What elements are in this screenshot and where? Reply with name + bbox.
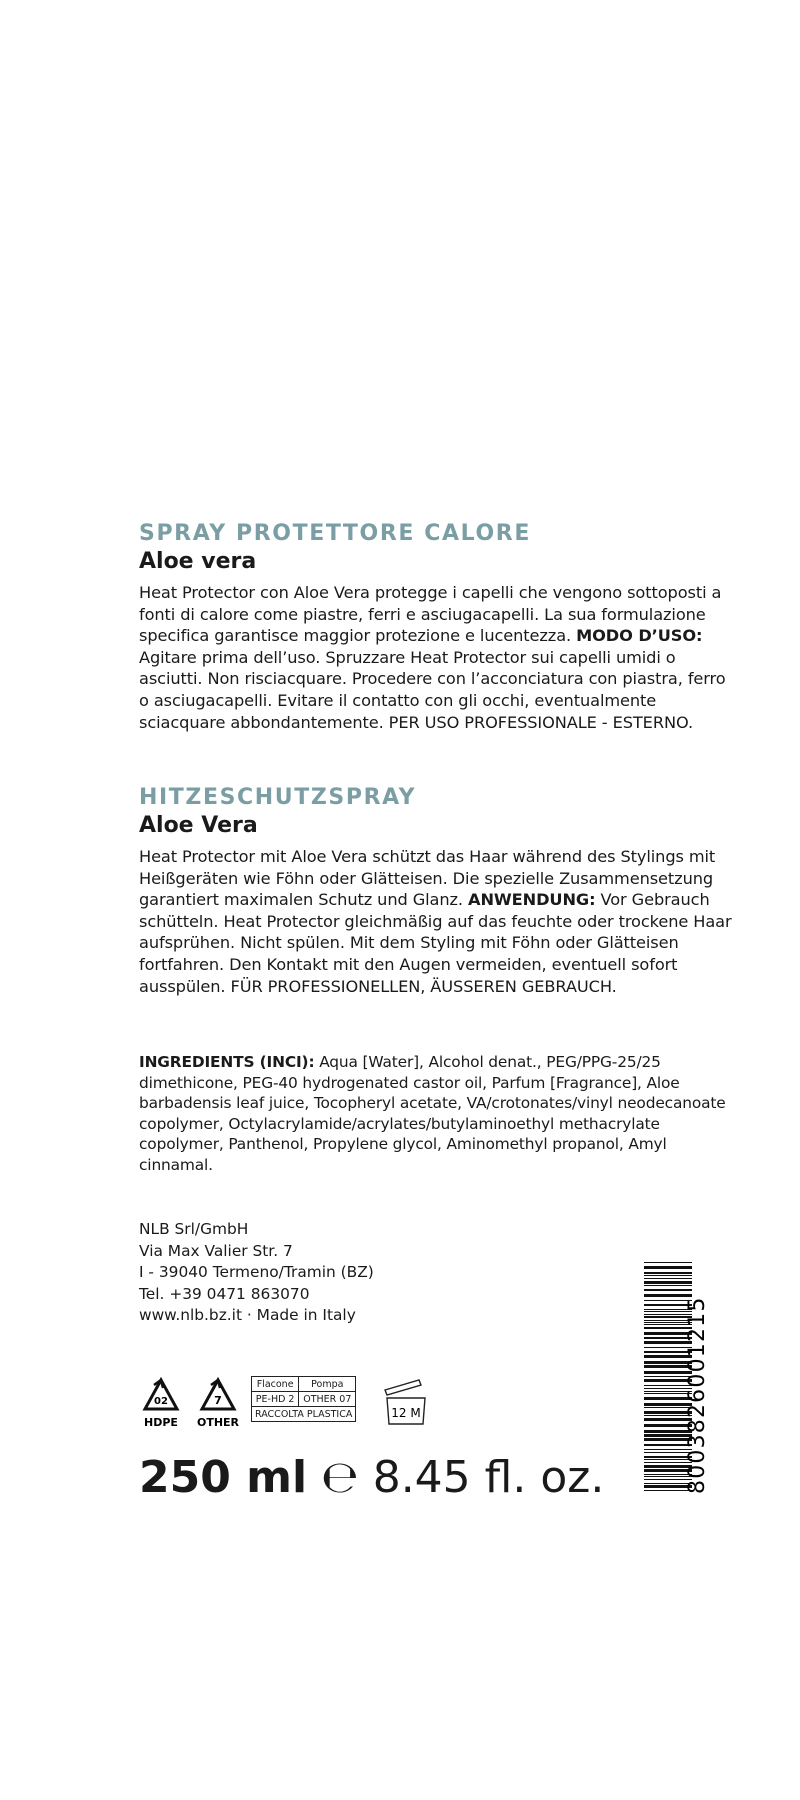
italian-usage-text: Agitare prima dell’uso. Spruzzare Heat Protector sui capelli umidi o asciutti. Non risciacquare. Procedere con l’acconciatura con piastra, ferro o asciugacapelli. Evitare il contatto con gli occhi, eventualmente sciacquare abbondantemente. PER USO PROFESSIONALE - ESTERNO.	[139, 647, 726, 732]
german-usage-text: Vor Gebrauch schütteln. Heat Protector gleichmäßig auf das feuchte oder trockene Haar aufsprühen. Nicht spülen. Mit dem Styling mit Föhn oder Glätteisen fortfahren. Den Kontakt mit den Augen vermeiden, eventuell sofort ausspülen. FÜR PROFESSIONELLEN, ÄUSSEREN GEBRAUCH.	[139, 890, 732, 996]
german-usage-label: ANWENDUNG:	[468, 890, 596, 910]
german-description	[139, 846, 739, 997]
estimate-sign: ℮	[321, 1452, 359, 1503]
material-table-footer: RACCOLTA PLASTICA	[252, 1407, 356, 1422]
hdpe-label: HDPE	[144, 1416, 178, 1429]
barcode-bar	[644, 1278, 692, 1279]
material-value-pump: OTHER 07	[299, 1392, 356, 1407]
volume-imperial: 8.45 fl. oz.	[372, 1452, 605, 1503]
german-intro-text: Heat Protector mit Aloe Vera schützt das Haar während des Stylings mit Heißgeräten wie Föhn oder Glätteisen. Die spezielle Zusammensetzung garantiert maximalen Schutz und Glanz.	[139, 847, 716, 910]
barcode-bar	[644, 1262, 692, 1263]
german-title: HITZESCHUTZSPRAY	[139, 785, 417, 810]
ingredients-section	[139, 1052, 739, 1176]
company-address	[139, 1219, 519, 1327]
ingredients-list	[139, 1052, 739, 1176]
company-phone: Tel. +39 0471 863070	[139, 1284, 310, 1303]
italian-section	[139, 520, 739, 733]
material-header-bottle: Flacone	[252, 1377, 299, 1392]
ingredients-text: Aqua [Water], Alcohol denat., PEG/PPG-25/25 dimethicone, PEG-40 hydrogenated castor oil, Parfum [Fragrance], Aloe barbadensis leaf juice, Tocopheryl acetate, VA/crotonates/vinyl neodecanoate copolymer, Octylacrylamide/acrylates/butylaminoethyl methacrylate copolymer, Panthenol, Propylene glycol, Aminomethyl propanol, Amyl cinnamal.	[139, 1053, 726, 1174]
barcode-bar	[644, 1285, 692, 1286]
pao-label: 12 M	[391, 1406, 421, 1420]
material-table-header-row	[252, 1377, 356, 1392]
company-name: NLB Srl/GmbH	[139, 1220, 249, 1238]
other-label: OTHER	[196, 1416, 240, 1429]
pao-jar-icon	[379, 1376, 439, 1432]
german-section	[139, 784, 739, 997]
other-number: 7	[214, 1394, 222, 1407]
italian-description	[139, 582, 739, 733]
italian-subtitle: Aloe vera	[139, 549, 257, 574]
company-web: www.nlb.bz.it · Made in Italy	[139, 1306, 356, 1324]
recycling-info	[139, 1376, 419, 1432]
ingredients-label: INGREDIENTS (INCI):	[139, 1053, 315, 1071]
barcode-bar	[644, 1266, 692, 1269]
italian-title: SPRAY PROTETTORE CALORE	[139, 521, 531, 546]
barcode	[644, 1260, 720, 1494]
barcode-bar	[644, 1289, 692, 1291]
barcode-bar	[644, 1281, 692, 1284]
barcode-bar	[644, 1272, 692, 1274]
barcode-digits: 8003826001215	[685, 1296, 710, 1494]
company-street: Via Max Valier Str. 7	[139, 1241, 293, 1260]
volume-metric: 250 ml	[139, 1452, 308, 1503]
material-table	[251, 1376, 356, 1422]
material-table-footer-row	[252, 1407, 356, 1422]
hdpe-number: 02	[154, 1396, 168, 1407]
recycle-symbols	[139, 1376, 251, 1432]
italian-usage-label: MODO D’USO:	[576, 626, 703, 646]
italian-intro-text: Heat Protector con Aloe Vera protegge i capelli che vengono sottoposti a fonti di calore come piastre, ferri e asciugacapelli. La sua formulazione specifica garantisce maggior protezione e lucentezza.	[139, 583, 722, 646]
company-city: I - 39040 Termeno/Tramin (BZ)	[139, 1263, 374, 1281]
material-value-bottle: PE-HD 2	[252, 1392, 299, 1407]
german-subtitle: Aloe Vera	[139, 813, 258, 838]
volume-line	[139, 1452, 604, 1504]
material-header-pump: Pompa	[299, 1377, 356, 1392]
material-table-value-row	[252, 1392, 356, 1407]
barcode-bar	[644, 1275, 692, 1276]
